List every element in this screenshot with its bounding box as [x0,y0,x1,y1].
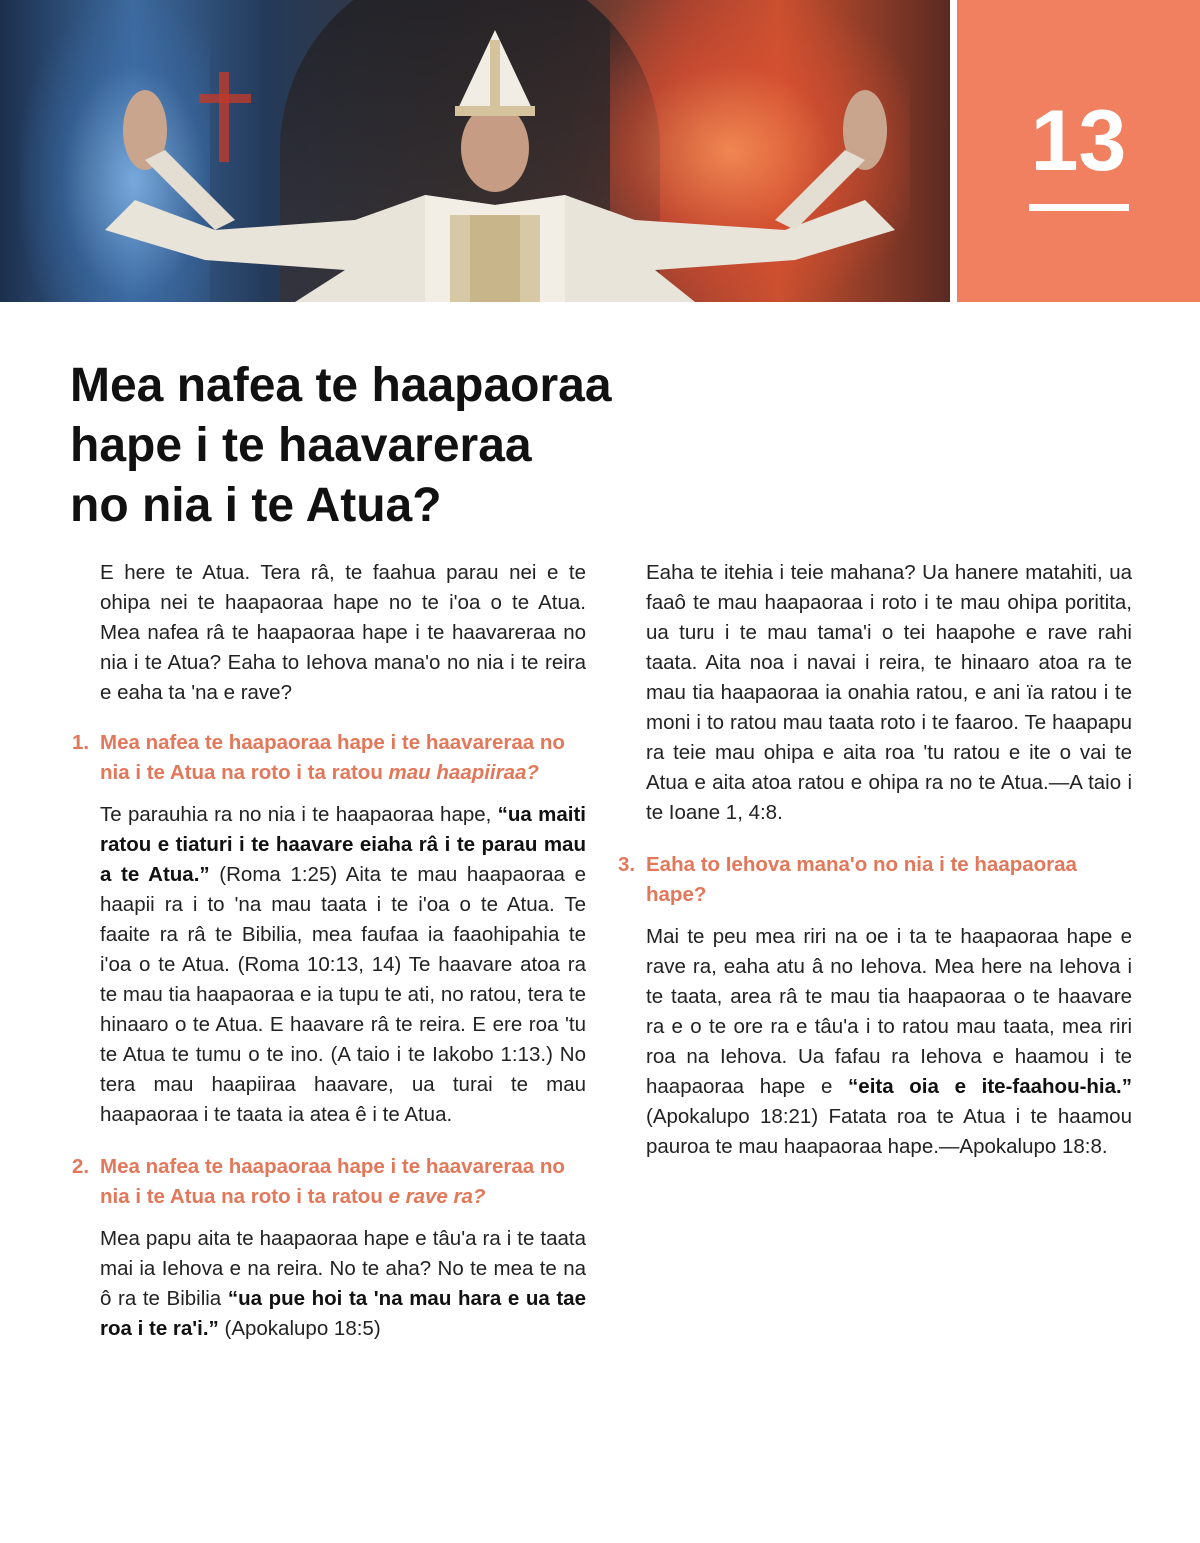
chapter-number: 13 [1030,93,1127,189]
hero-image [0,0,950,302]
answer-3-text-a: Mai te peu mea riri na oe i ta te haapaoraa hape e rave ra, eaha atu â no Iehova. Mea here na Iehova i te taata, area râ te mau tia haapaoraa o te haavare ra e o te ore ra e tâu'a i to ratou mau taata, mea riri roa na Iehova. Ua fafau ra Iehova e haamou i te haapaoraa hape e [646,925,1132,1098]
answer-1-paragraph [100,800,586,1130]
question-2-text: Mea nafea te haapaoraa hape i te haavareraa no nia i te Atua na roto i ta ratou [100,1155,565,1208]
question-2-emphasis: e rave ra? [388,1185,486,1208]
chapter-underline [1029,204,1129,211]
page-title [70,356,770,536]
answer-2-continued: Eaha te itehia i teie mahana? Ua hanere matahiti, ua faaô te mau haapaoraa i roto i te mau ohipa poritita, ua turu i te mau tama'i o tei haapohe e rave rahi taata. Aita noa i navai i reira, te hinaaro atoa ra te mau tia haapaoraa ia onahia ratou, e ani ïa ratou i te moni i to ratou mau taata roto i te faaroo. Te haapapu ra teie mau ohipa e aita roa 'tu ratou e ite o vai te Atua e aita atoa ratou e ohipa ra no te Atua.—A taio i te Ioane 1, 4:8. [646,561,1132,824]
question-2-heading [72,1152,586,1212]
answer-3-text-b: (Apokalupo 18:21) Fatata roa te Atua i te haamou pauroa te mau haapaoraa hape.—Apokalupo 18:8. [646,1105,1132,1158]
answer-1-text-b: (Roma 1:25) Aita te mau haapaoraa e haapii ra i to 'na mau taata i te i'oa o te Atua. Te faaite ra râ te Bibilia, mea faufaa ia faaohipahia te i'oa o te Atua. (Roma 10:13, 14) Te haavare atoa ra te mau tia haapaoraa e ia tupu te ati, no ratou, tera te hinaaro o te Atua. E haavare râ te reira. E ere roa 'tu te Atua te tumu o te ino. (A taio i te Iakobo 1:13.) No tera mau haapiiraa haavare, ua turai te mau haapaoraa i te taata ia atea ê i te Atua. [100,863,586,1126]
question-3-number: 3. [618,853,636,876]
answer-3-paragraph [646,922,1132,1162]
chapter-badge [957,0,1200,302]
question-1-emphasis: mau haapiiraa? [388,761,539,784]
question-3-text: Eaha to Iehova mana'o no nia i te haapaoraa hape? [646,853,1077,906]
right-column [618,558,1132,1162]
answer-2-text-a: Mea papu aita te haapaoraa hape e tâu'a ra i te taata mai ia Iehova e na reira. No te aha? No te mea te na ô ra te Bibilia [100,1227,586,1310]
question-1-text: Mea nafea te haapaoraa hape i te haavareraa no nia i te Atua na roto i ta ratou [100,731,565,784]
answer-1-text-a: Te parauhia ra no nia i te haapaoraa hape, [100,803,498,826]
question-2-number: 2. [72,1155,90,1178]
intro-paragraph: E here te Atua. Tera râ, te faahua parau nei e te ohipa nei te haapaoraa hape no te i'oa o te Atua. Mea nafea râ te haapaoraa hape i te haavareraa no nia i te Atua? Eaha to Iehova mana'o no nia i te reira e eaha ta 'na e rave? [100,561,586,704]
title-line-2: hape i te haavareraa [70,419,532,472]
answer-2-quote: “ua pue hoi ta 'na mau hara e ua tae roa i te ra'i.” [100,1287,586,1340]
priest-figure [95,30,915,302]
question-1-number: 1. [72,731,90,754]
question-1-heading [72,728,586,788]
left-column [72,558,586,1344]
answer-3-quote: “eita oia e ite-faahou-hia.” [848,1075,1132,1098]
answer-2-text-b: (Apokalupo 18:5) [218,1317,381,1340]
answer-2-paragraph [100,1224,586,1344]
title-line-3: no nia i te Atua? [70,479,442,532]
answer-1-quote: “ua maiti ratou e tiaturi i te haavare eiaha râ i te parau mau a te Atua.” [100,803,586,886]
question-3-heading [618,850,1132,910]
title-line-1: Mea nafea te haapaoraa [70,359,612,412]
